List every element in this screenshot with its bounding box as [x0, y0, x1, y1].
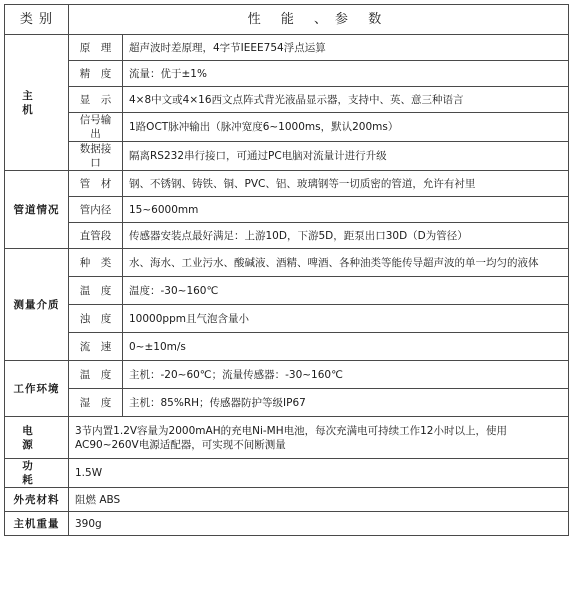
- row-value: 390g: [69, 512, 569, 536]
- row-value: 隔离RS232串行接口，可通过PC电脑对流量计进行升级: [123, 142, 569, 171]
- table-row: [5, 35, 569, 61]
- row-label: 显 示: [69, 87, 123, 113]
- category-housing: 外壳材料: [5, 488, 69, 512]
- row-value: 超声波时差原理，4字节IEEE754浮点运算: [123, 35, 569, 61]
- table-row: [5, 87, 569, 113]
- row-label: 浊 度: [69, 305, 123, 333]
- header-category: 类 别: [5, 5, 69, 35]
- table-row: [5, 389, 569, 417]
- category-pipe: 管道情况: [5, 171, 69, 249]
- row-label: 种 类: [69, 249, 123, 277]
- table-row: [5, 171, 569, 197]
- category-consumption: 功 耗: [5, 459, 69, 488]
- row-label: 管内径: [69, 197, 123, 223]
- category-environment: 工作环境: [5, 361, 69, 417]
- row-label: 湿 度: [69, 389, 123, 417]
- row-value: 水、海水、工业污水、酸碱液、酒精、啤酒、各种油类等能传导超声波的单一均匀的液体: [123, 249, 569, 277]
- row-value: 主机：85%RH；传感器防护等级IP67: [123, 389, 569, 417]
- table-row: [5, 249, 569, 277]
- row-value: 0~±10m/s: [123, 333, 569, 361]
- table-row: [5, 417, 569, 459]
- table-row: [5, 333, 569, 361]
- table-row: [5, 277, 569, 305]
- row-label: 原 理: [69, 35, 123, 61]
- table-row: [5, 459, 569, 488]
- row-value: 15~6000mm: [123, 197, 569, 223]
- row-label: 温 度: [69, 361, 123, 389]
- row-value: 流量：优于±1%: [123, 61, 569, 87]
- row-value: 10000ppm且气泡含量小: [123, 305, 569, 333]
- row-value: 主机：-20~60℃；流量传感器：-30~160℃: [123, 361, 569, 389]
- spec-table: [4, 4, 569, 536]
- header-row: [5, 5, 569, 35]
- table-row: [5, 197, 569, 223]
- table-row: [5, 223, 569, 249]
- row-value: 1.5W: [69, 459, 569, 488]
- table-row: [5, 61, 569, 87]
- row-label: 信号输出: [69, 113, 123, 142]
- row-value: 1路OCT脉冲输出（脉冲宽度6~1000ms，默认200ms）: [123, 113, 569, 142]
- row-value: 4×8中文或4×16西文点阵式背光液晶显示器，支持中、英、意三种语言: [123, 87, 569, 113]
- row-value: 传感器安装点最好满足：上游10D，下游5D，距泵出口30D（D为管径）: [123, 223, 569, 249]
- category-host: 主 机: [5, 35, 69, 171]
- table-row: [5, 488, 569, 512]
- row-value: 3节内置1.2V容量为2000mAH的充电Ni-MH电池，每次充满电可持续工作12小时以上，使用AC90~260V电源适配器，可实现不间断测量: [69, 417, 569, 459]
- row-label: 精 度: [69, 61, 123, 87]
- row-label: 数据接口: [69, 142, 123, 171]
- category-medium: 测量介质: [5, 249, 69, 361]
- category-weight: 主机重量: [5, 512, 69, 536]
- row-label: 管 材: [69, 171, 123, 197]
- table-row: [5, 142, 569, 171]
- table-row: [5, 361, 569, 389]
- row-label: 温 度: [69, 277, 123, 305]
- row-label: 流 速: [69, 333, 123, 361]
- table-row: [5, 113, 569, 142]
- table-row: [5, 305, 569, 333]
- category-power: 电 源: [5, 417, 69, 459]
- header-params: 性 能 、参 数: [69, 5, 569, 35]
- row-value: 钢、不锈钢、铸铁、铜、PVC、铝、玻璃钢等一切质密的管道，允许有衬里: [123, 171, 569, 197]
- row-value: 温度：-30~160℃: [123, 277, 569, 305]
- row-value: 阻燃 ABS: [69, 488, 569, 512]
- table-row: [5, 512, 569, 536]
- row-label: 直管段: [69, 223, 123, 249]
